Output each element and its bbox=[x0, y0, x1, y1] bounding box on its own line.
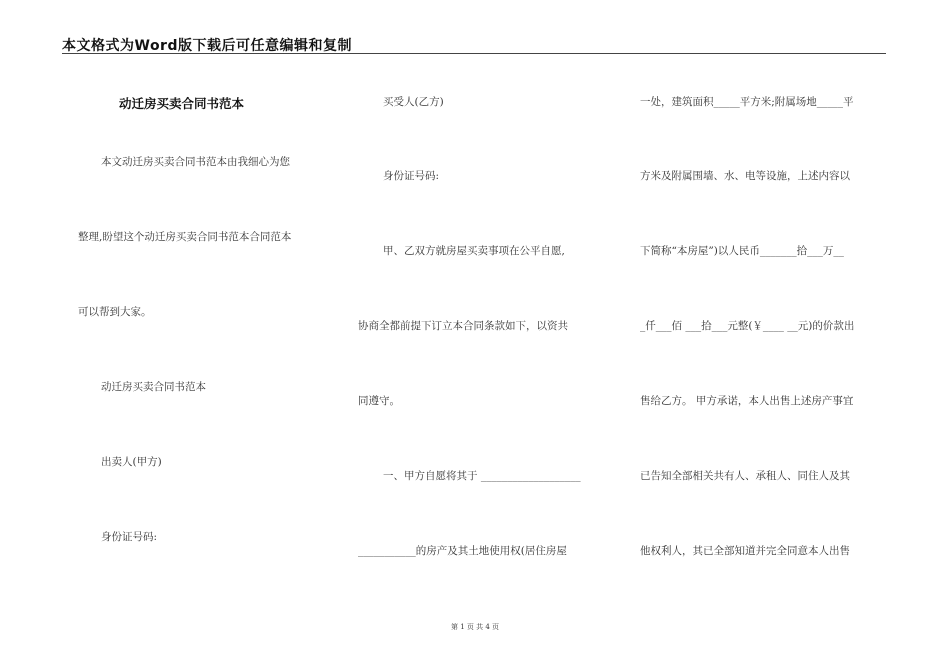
paragraph-line: 方米及附属围墙、水、电等设施，上述内容以 bbox=[640, 170, 850, 182]
paragraph-line: 可以帮到大家。 bbox=[78, 306, 152, 318]
paragraph-line: ___________的房产及其土地使用权(居住房屋 bbox=[358, 545, 567, 557]
paragraph-line: 他权利人，其已全部知道并完全同意本人出售 bbox=[640, 545, 850, 557]
paragraph-line: 出卖人(甲方) bbox=[101, 456, 162, 468]
paragraph-line: 身份证号码: bbox=[101, 531, 158, 543]
paragraph-line: 协商全都前提下订立本合同条款如下，以资共 bbox=[358, 320, 568, 332]
paragraph-line: 甲、乙双方就房屋买卖事项在公平自愿, bbox=[383, 245, 565, 257]
paragraph-line: 动迁房买卖合同书范本 bbox=[101, 381, 206, 393]
page-number: 第 1 页 共 4 页 bbox=[450, 623, 500, 631]
paragraph-line: 同遵守。 bbox=[358, 395, 400, 407]
paragraph-line: 身份证号码: bbox=[383, 170, 440, 182]
paragraph-line: 一处，建筑面积_____平方米;附属场地_____平 bbox=[640, 96, 854, 108]
document-title: 动迁房买卖合同书范本 bbox=[119, 96, 245, 111]
paragraph-line: 整理,盼望这个动迁房买卖合同书范本合同范本 bbox=[78, 231, 292, 243]
paragraph-line: 一、甲方自愿将其于 ___________________ bbox=[383, 470, 581, 482]
paragraph-line: 下简称“本房屋”)以人民币_______拾___万__ bbox=[640, 245, 844, 257]
header-divider bbox=[62, 53, 886, 54]
paragraph-line: 已告知全部相关共有人、承租人、同住人及其 bbox=[640, 470, 850, 482]
paragraph-line: 本文动迁房买卖合同书范本由我细心为您 bbox=[101, 156, 290, 168]
paragraph-line: 买受人(乙方) bbox=[383, 96, 444, 108]
paragraph-line: 售给乙方。 甲方承诺，本人出售上述房产事宜 bbox=[640, 395, 854, 407]
document-header: 本文格式为Word版下载后可任意编辑和复制 bbox=[62, 38, 352, 54]
paragraph-line: _仟___佰 ___拾___元整(￥____ __元)的价款出 bbox=[640, 320, 855, 332]
